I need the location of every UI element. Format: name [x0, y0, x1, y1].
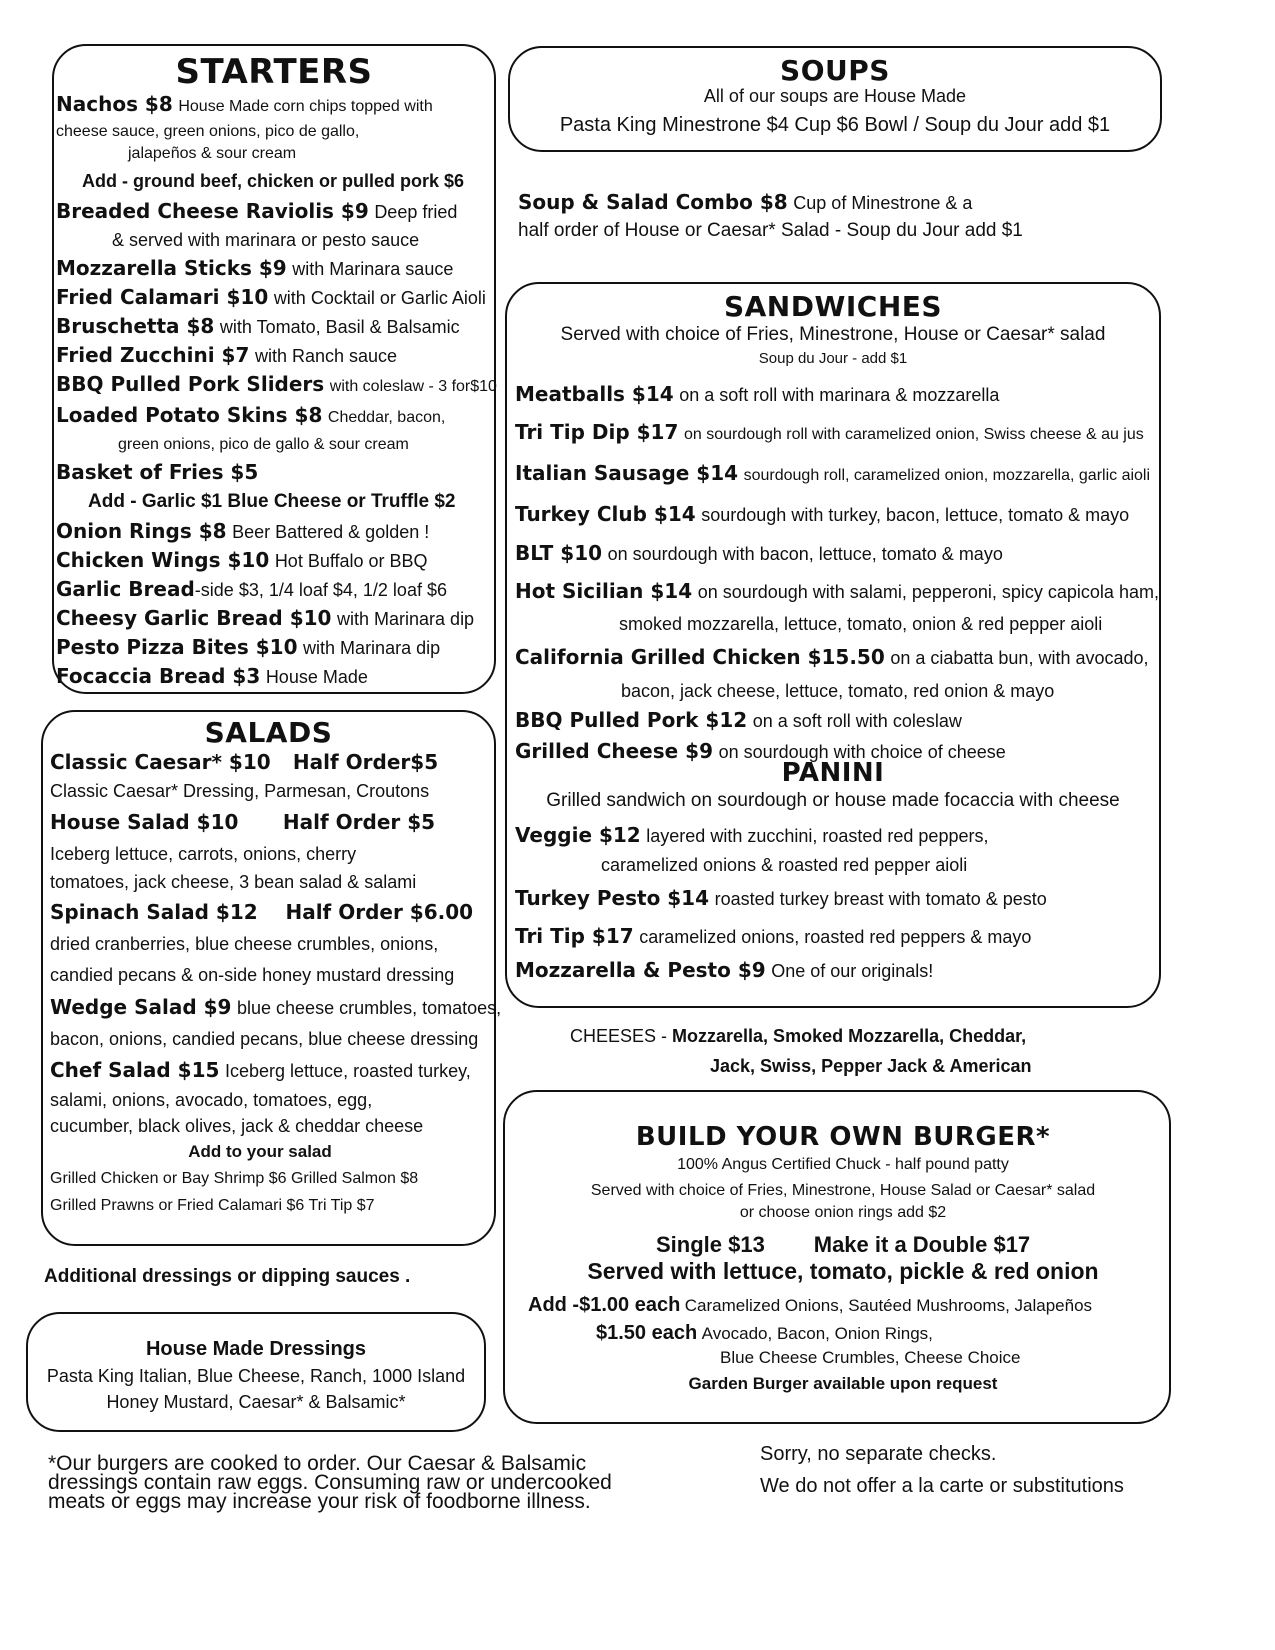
sandwiches-title: SANDWICHES [723, 290, 943, 323]
menu-item-fries: Basket of Fries $5 [56, 460, 259, 484]
item-name: Nachos $8 [56, 92, 173, 116]
burger-line-1: 100% Angus Certified Chuck - half pound patty [677, 1156, 1009, 1173]
menu-item-bruschetta: Bruschetta $8 with Tomato, Basil & Balsamic [56, 314, 460, 338]
cheeses-list-2: Jack, Swiss, Pepper Jack & American [710, 1056, 1032, 1076]
burger-title: BUILD YOUR OWN BURGER* [635, 1122, 1051, 1152]
menu-item-classic-caesar: Classic Caesar* $10 Half Order$5 [50, 750, 439, 774]
menu-item-veggie-panini: Veggie $12 layered with zucchini, roasted red peppers, [515, 823, 989, 847]
burger-line-3: or choose onion rings add $2 [739, 1204, 947, 1221]
soups-prices: Pasta King Minestrone $4 Cup $6 Bowl / Soup du Jour add $1 [559, 114, 1111, 136]
sandwiches-subtitle-2: Soup du Jour - add $1 [758, 350, 908, 367]
checks-notice: Sorry, no separate checks. We do not offer a la carte or substitutions [760, 1443, 1124, 1497]
burger-line-2: Served with choice of Fries, Minestrone, House Salad or Caesar* salad [590, 1182, 1096, 1199]
menu-item-potato-skins: Loaded Potato Skins $8 Cheddar, bacon, [56, 403, 446, 427]
disclaimer: *Our burgers are cooked to order. Our Caesar & Balsamic dressings contain raw eggs. Consuming raw or undercooked meats or eggs may increase your risk of foodborne illness. [48, 1452, 612, 1513]
menu-item-chef-salad: Chef Salad $15 Iceberg lettuce, roasted turkey, [50, 1058, 471, 1082]
menu-item-nachos: Nachos $8 House Made corn chips topped with [56, 92, 433, 116]
menu-item-bbq-pulled-pork: BBQ Pulled Pork $12 on a soft roll with coleslaw [515, 708, 962, 732]
burger-garden: Garden Burger available upon request [688, 1374, 998, 1393]
burger-add-two: $1.50 each Avocado, Bacon, Onion Rings, [596, 1322, 933, 1344]
panini-subtitle: Grilled sandwich on sourdough or house made focaccia with cheese [546, 790, 1120, 811]
cheeses-list: CHEESES - Mozzarella, Smoked Mozzarella, Cheddar, [570, 1026, 1027, 1046]
soups-title: SOUPS [780, 54, 890, 87]
menu-item-raviolis: Breaded Cheese Raviolis $9 Deep fried [56, 199, 458, 223]
sandwiches-list: Meatballs $14 on a soft roll with marinara & mozzarella Tri Tip Dip $17 on sourdough roll with caramelized onion, Swiss cheese & au jus Italian Sausage $14 sourdough roll, caramelized onion, mozzarella, garlic aioli Turkey Club $14 sourdough with turkey, bacon, lettuce, tomato & mayo BLT $10 on sourdough with bacon, lettuce, tomato & mayo Hot Sicilian $14 on sourdough with salami, pepperoni, spicy capicola ham, smoked mozzarella, lettuce, tomato, onion & red pepper aioli California Grilled Chicken $15.50 on a ciabatta bun, with avocado, bacon, jack cheese, lettuce, tomato, red onion & mayo BBQ Pulled Pork $12 on a soft roll with coleslaw Grilled Cheese $9 on sourdough with choice of cheese [515, 376, 1155, 767]
panini-list: Veggie $12 layered with zucchini, roasted red peppers, caramelized onions & roasted red pepper aioli Turkey Pesto $14 roasted turkey breast with tomato & pesto Tri Tip $17 caramelized onions, roasted red peppers & mayo Mozzarella & Pesto $9 One of our originals! [515, 820, 1155, 986]
menu-item-mozzarella-sticks: Mozzarella Sticks $9 with Marinara sauce [56, 256, 454, 280]
menu-item-italian-sausage: Italian Sausage $14 sourdough roll, caramelized onion, mozzarella, garlic aioli [515, 461, 1151, 485]
soup-salad-combo-detail: half order of House or Caesar* Salad - Soup du Jour add $1 [518, 220, 1023, 241]
menu-item-turkey-pesto: Turkey Pesto $14 roasted turkey breast with tomato & pesto [515, 886, 1047, 910]
burger-prices: Single $13 Make it a Double $17 [656, 1232, 1031, 1257]
starters-title: STARTERS [175, 52, 373, 92]
burger-add-two-cont: Blue Cheese Crumbles, Cheese Choice [720, 1348, 1021, 1367]
soup-salad-combo: Soup & Salad Combo $8 Cup of Minestrone & a [518, 190, 973, 214]
menu-item-calamari: Fried Calamari $10 with Cocktail or Garlic Aioli [56, 285, 486, 309]
additional-dressings-note: Additional dressings or dipping sauces . [44, 1266, 411, 1287]
menu-item-wedge-salad: Wedge Salad $9 blue cheese crumbles, tomatoes, [50, 995, 502, 1019]
menu-item-blt: BLT $10 on sourdough with bacon, lettuce, tomato & mayo [515, 541, 1003, 565]
menu-item-onion-rings: Onion Rings $8 Beer Battered & golden ! [56, 519, 430, 543]
salad-add-line-1: Grilled Chicken or Bay Shrimp $6 Grilled Salmon $8 [50, 1170, 419, 1187]
soups-subtitle: All of our soups are House Made [703, 86, 967, 106]
salad-add-title: Add to your salad [188, 1142, 332, 1161]
menu-item-mozzarella-pesto: Mozzarella & Pesto $9 One of our originals! [515, 958, 934, 982]
menu-item-tri-tip-panini: Tri Tip $17 caramelized onions, roasted red peppers & mayo [515, 924, 1032, 948]
burger-add-one: Add -$1.00 each Caramelized Onions, Sautéed Mushrooms, Jalapeños [528, 1294, 1093, 1316]
menu-item-fried-zucchini: Fried Zucchini $7 with Ranch sauce [56, 343, 398, 367]
dressings-line-1: Pasta King Italian, Blue Cheese, Ranch, 1000 Island [46, 1366, 466, 1386]
panini-title: PANINI [781, 758, 885, 788]
menu-item-focaccia: Focaccia Bread $3 House Made [56, 664, 368, 688]
menu-item-garlic-bread: Garlic Bread-side $3, 1/4 loaf $4, 1/2 loaf $6 [56, 577, 447, 601]
menu-item-sliders: BBQ Pulled Pork Sliders with coleslaw - 3 for$10 [56, 372, 497, 396]
menu-item-house-salad: House Salad $10 Half Order $5 [50, 810, 436, 834]
menu-item-tri-tip-dip: Tri Tip Dip $17 on sourdough roll with caramelized onion, Swiss cheese & au jus [515, 420, 1144, 444]
menu-item-chicken-wings: Chicken Wings $10 Hot Buffalo or BBQ [56, 548, 428, 572]
salads-list: Classic Caesar* $10 Half Order$5 Classic Caesar* Dressing, Parmesan, Croutons House Salad $10 Half Order $5 Iceberg lettuce, carrots, onions, cherry tomatoes, jack cheese, 3 bean salad & salami Spinach Salad $12 Half Order $6.00 dried cranberries, blue cheese crumbles, onions, candied pecans & on-side honey mustard dressing Wedge Salad $9 blue cheese crumbles, tomatoes, bacon, onions, candied pecans, blue cheese dressing Chef Salad $15 Iceberg lettuce, roasted turkey, salami, onions, avocado, tomatoes, egg, cucumber, black olives, jack & cheddar cheese Add to your salad Grilled Chicken or Bay Shrimp $6 Grilled Salmon $8 Grilled Prawns or Fried Calamari $6 Tri Tip $7 [50, 748, 490, 1219]
menu-item-cheesy-garlic-bread: Cheesy Garlic Bread $10 with Marinara dip [56, 606, 475, 630]
dressings-title: House Made Dressings [145, 1338, 367, 1360]
sandwiches-subtitle: Served with choice of Fries, Minestrone, House or Caesar* salad [560, 324, 1106, 345]
menu-item-california-chicken: California Grilled Chicken $15.50 on a ciabatta bun, with avocado, [515, 645, 1149, 669]
menu-item-turkey-club: Turkey Club $14 sourdough with turkey, bacon, lettuce, tomato & mayo [515, 502, 1130, 526]
menu-item-meatballs: Meatballs $14 on a soft roll with marinara & mozzarella [515, 382, 1000, 406]
menu-item-hot-sicilian: Hot Sicilian $14 on sourdough with salami, pepperoni, spicy capicola ham, [515, 579, 1159, 603]
dressings-line-2: Honey Mustard, Caesar* & Balsamic* [106, 1392, 406, 1412]
salads-title: SALADS [204, 716, 333, 749]
menu-item-spinach-salad: Spinach Salad $12 Half Order $6.00 [50, 900, 474, 924]
menu-item-grilled-cheese: Grilled Cheese $9 on sourdough with choice of cheese [515, 739, 1006, 763]
starters-list: Nachos $8 House Made corn chips topped with cheese sauce, green onions, pico de gallo, jalapeños & sour cream Add - ground beef, chicken or pulled pork $6 Breaded Cheese Raviolis $9 Deep fried & served with marinara or pesto sauce Mozzarella Sticks $9 with Marinara sauce Fried Calamari $10 with Cocktail or Garlic Aioli Bruschetta $8 with Tomato, Basil & Balsamic Fried Zucchini $7 with Ranch sauce BBQ Pulled Pork Sliders with coleslaw - 3 for$10 Loaded Potato Skins $8 Cheddar, bacon, green onions, pico de gallo & sour cream Basket of Fries $5 Add - Garlic $1 Blue Cheese or Truffle $2 Onion Rings $8 Beer Battered & golden ! Chicken Wings $10 Hot Buffalo or BBQ Garlic Bread-side $3, 1/4 loaf $4, 1/2 loaf $6 Cheesy Garlic Bread $10 with Marinara dip Pesto Pizza Bites $10 with Marinara dip Focaccia Bread $3 House Made [56, 90, 492, 691]
menu-item-pesto-pizza-bites: Pesto Pizza Bites $10 with Marinara dip [56, 635, 441, 659]
salad-add-line-2: Grilled Prawns or Fried Calamari $6 Tri Tip $7 [50, 1197, 375, 1214]
burger-served: Served with lettuce, tomato, pickle & red onion [587, 1258, 1099, 1284]
